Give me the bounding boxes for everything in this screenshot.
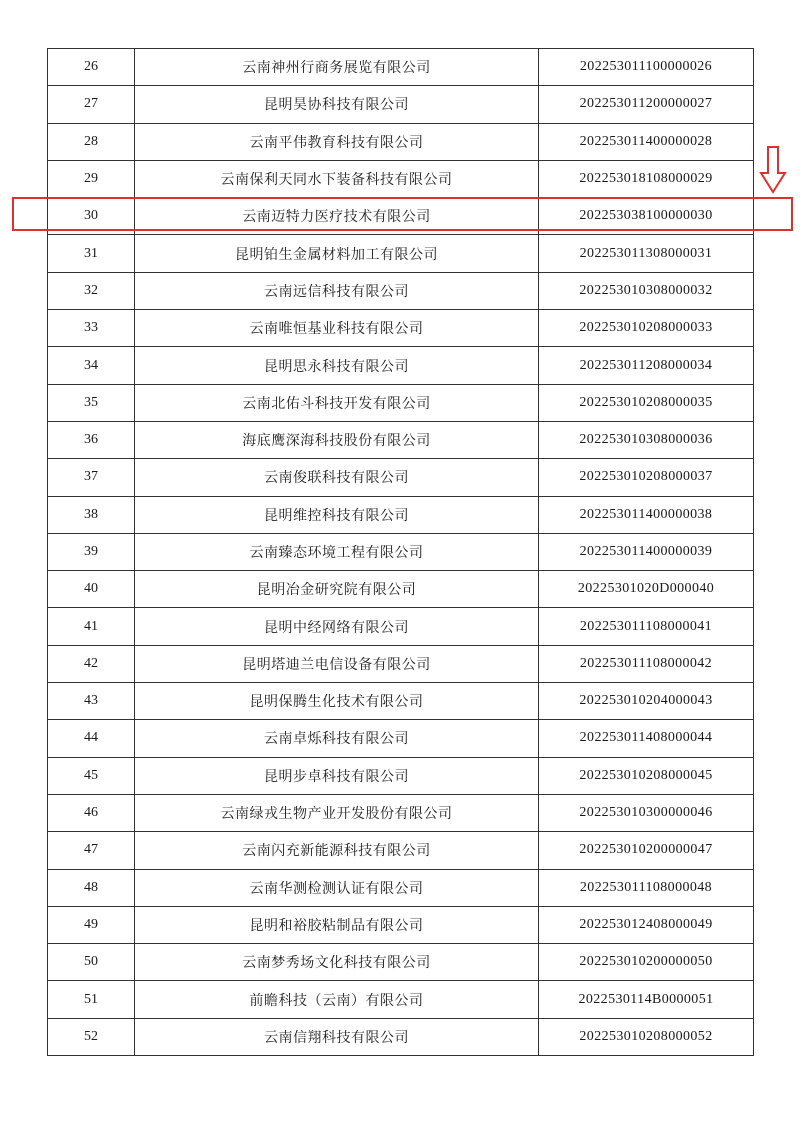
company-name: 昆明塔迪兰电信设备有限公司 — [135, 645, 539, 682]
company-name: 云南北佑斗科技开发有限公司 — [135, 384, 539, 421]
row-number: 32 — [48, 272, 135, 309]
table-row — [48, 683, 754, 720]
table-row — [48, 869, 754, 906]
company-name: 云南俊联科技有限公司 — [135, 459, 539, 496]
table-row — [48, 1018, 754, 1055]
company-registry-table — [47, 48, 754, 1056]
registration-code: 202253010200000050 — [539, 944, 754, 981]
row-number: 26 — [48, 49, 135, 86]
table-row — [48, 198, 754, 235]
table-row — [48, 533, 754, 570]
company-name: 昆明步卓科技有限公司 — [135, 757, 539, 794]
table-row — [48, 421, 754, 458]
row-number: 51 — [48, 981, 135, 1018]
row-number: 33 — [48, 310, 135, 347]
registration-code: 202253011200000027 — [539, 86, 754, 123]
table-row — [48, 459, 754, 496]
registration-code: 20225301020D000040 — [539, 571, 754, 608]
registration-code: 202253010300000046 — [539, 794, 754, 831]
registration-code: 202253011408000044 — [539, 720, 754, 757]
registration-code: 202253011400000038 — [539, 496, 754, 533]
registration-code: 202253010208000052 — [539, 1018, 754, 1055]
down-arrow-icon — [758, 145, 788, 195]
table-row — [48, 384, 754, 421]
row-number: 41 — [48, 608, 135, 645]
registration-code: 202253010208000045 — [539, 757, 754, 794]
company-name: 昆明铂生金属材料加工有限公司 — [135, 235, 539, 272]
table-body — [48, 49, 754, 1056]
registration-code: 202253011100000026 — [539, 49, 754, 86]
company-name: 云南迈特力医疗技术有限公司 — [135, 198, 539, 235]
registration-code: 202253010208000035 — [539, 384, 754, 421]
company-name: 云南梦秀场文化科技有限公司 — [135, 944, 539, 981]
registration-code: 202253010308000032 — [539, 272, 754, 309]
row-number: 50 — [48, 944, 135, 981]
row-number: 27 — [48, 86, 135, 123]
row-number: 29 — [48, 160, 135, 197]
company-name: 云南信翔科技有限公司 — [135, 1018, 539, 1055]
table-row — [48, 272, 754, 309]
company-name: 云南华测检测认证有限公司 — [135, 869, 539, 906]
company-name: 云南卓烁科技有限公司 — [135, 720, 539, 757]
company-name: 云南平伟教育科技有限公司 — [135, 123, 539, 160]
table-row — [48, 496, 754, 533]
row-number: 43 — [48, 683, 135, 720]
row-number: 34 — [48, 347, 135, 384]
row-number: 49 — [48, 906, 135, 943]
row-number: 30 — [48, 198, 135, 235]
company-name: 海底鹰深海科技股份有限公司 — [135, 421, 539, 458]
company-name: 昆明中经网络有限公司 — [135, 608, 539, 645]
registration-code: 202253011108000042 — [539, 645, 754, 682]
table-row — [48, 608, 754, 645]
company-name: 云南唯恒基业科技有限公司 — [135, 310, 539, 347]
row-number: 44 — [48, 720, 135, 757]
table-row — [48, 981, 754, 1018]
company-name: 云南保利天同水下装备科技有限公司 — [135, 160, 539, 197]
table-row — [48, 906, 754, 943]
company-name: 云南远信科技有限公司 — [135, 272, 539, 309]
company-name: 云南绿戎生物产业开发股份有限公司 — [135, 794, 539, 831]
registration-code: 202253011108000041 — [539, 608, 754, 645]
table-row — [48, 49, 754, 86]
registration-code: 2022530114B0000051 — [539, 981, 754, 1018]
table-row — [48, 645, 754, 682]
registration-code: 202253038100000030 — [539, 198, 754, 235]
company-name: 云南闪充新能源科技有限公司 — [135, 832, 539, 869]
row-number: 42 — [48, 645, 135, 682]
table-row — [48, 123, 754, 160]
registration-code: 202253011400000039 — [539, 533, 754, 570]
company-name: 昆明昊协科技有限公司 — [135, 86, 539, 123]
company-name: 前瞻科技（云南）有限公司 — [135, 981, 539, 1018]
company-name: 昆明维控科技有限公司 — [135, 496, 539, 533]
table-row — [48, 571, 754, 608]
company-name: 云南神州行商务展览有限公司 — [135, 49, 539, 86]
table-row — [48, 832, 754, 869]
registration-code: 202253018108000029 — [539, 160, 754, 197]
row-number: 46 — [48, 794, 135, 831]
table-row — [48, 310, 754, 347]
registration-code: 202253010204000043 — [539, 683, 754, 720]
row-number: 28 — [48, 123, 135, 160]
row-number: 45 — [48, 757, 135, 794]
table-row — [48, 160, 754, 197]
row-number: 38 — [48, 496, 135, 533]
row-number: 40 — [48, 571, 135, 608]
row-number: 47 — [48, 832, 135, 869]
table-row — [48, 235, 754, 272]
registration-code: 202253012408000049 — [539, 906, 754, 943]
table-row — [48, 720, 754, 757]
company-name: 昆明思永科技有限公司 — [135, 347, 539, 384]
row-number: 39 — [48, 533, 135, 570]
company-name: 云南臻态环境工程有限公司 — [135, 533, 539, 570]
registration-code: 202253010208000033 — [539, 310, 754, 347]
table-row — [48, 757, 754, 794]
registration-code: 202253011208000034 — [539, 347, 754, 384]
row-number: 52 — [48, 1018, 135, 1055]
row-number: 37 — [48, 459, 135, 496]
table-row — [48, 86, 754, 123]
table-row — [48, 794, 754, 831]
registration-code: 202253010208000037 — [539, 459, 754, 496]
row-number: 35 — [48, 384, 135, 421]
registration-code: 202253010200000047 — [539, 832, 754, 869]
row-number: 48 — [48, 869, 135, 906]
company-name: 昆明冶金研究院有限公司 — [135, 571, 539, 608]
row-number: 31 — [48, 235, 135, 272]
company-name: 昆明保腾生化技术有限公司 — [135, 683, 539, 720]
registration-code: 202253011108000048 — [539, 869, 754, 906]
table-row — [48, 944, 754, 981]
registration-code: 202253011400000028 — [539, 123, 754, 160]
registration-code: 202253010308000036 — [539, 421, 754, 458]
table-row — [48, 347, 754, 384]
registration-code: 202253011308000031 — [539, 235, 754, 272]
company-name: 昆明和裕胶粘制品有限公司 — [135, 906, 539, 943]
row-number: 36 — [48, 421, 135, 458]
